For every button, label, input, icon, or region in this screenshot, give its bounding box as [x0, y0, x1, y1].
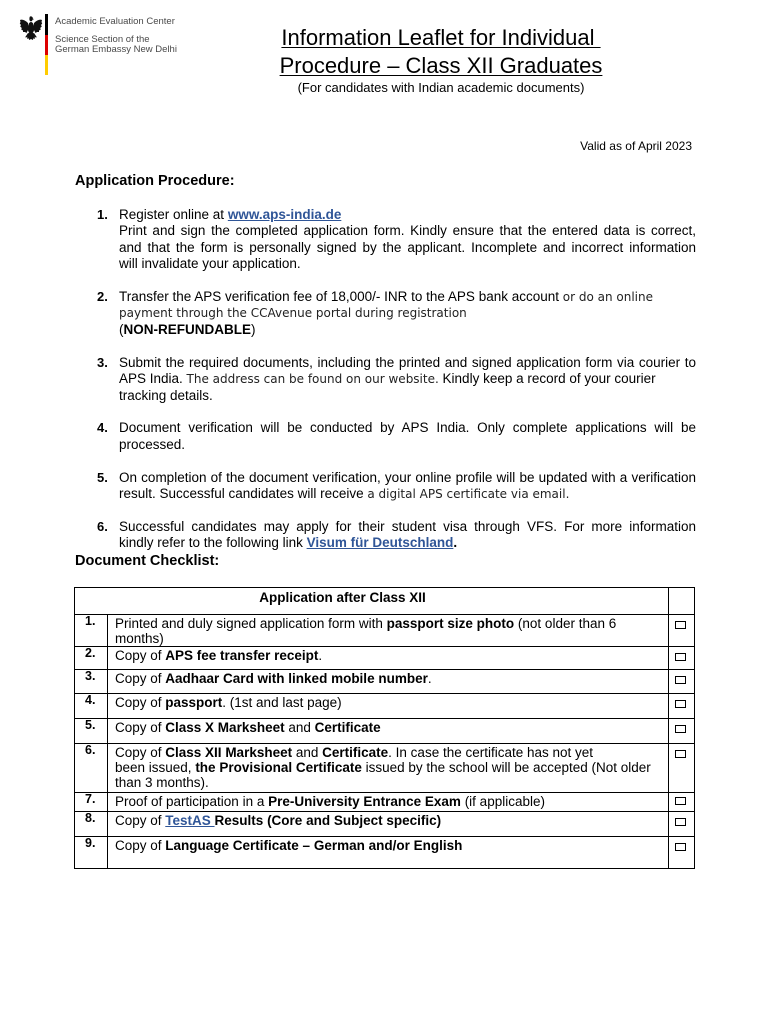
- row-text-segment: Proof of participation in a: [115, 794, 269, 809]
- row-text-segment: and: [292, 745, 323, 760]
- aps-website-link[interactable]: www.aps-india.de: [227, 207, 342, 222]
- step-line: processed.: [119, 436, 186, 452]
- row-text: [108, 812, 669, 837]
- row-number: 3.: [75, 670, 108, 694]
- step-text: Transfer the APS verification fee of 18,000/- INR to the APS bank account: [119, 289, 563, 305]
- row-text-segment: . (1st and last page): [222, 695, 342, 710]
- row-number: 1.: [75, 615, 108, 647]
- row-text-bold: passport size photo: [386, 616, 515, 631]
- row-text-segment: (if applicable): [460, 794, 545, 809]
- checkbox-icon: [675, 676, 686, 684]
- checkbox-cell: [669, 615, 695, 647]
- checkbox-cell: [669, 694, 695, 719]
- row-text-bold: Pre-University Entrance Exam: [268, 794, 461, 809]
- step-body: [119, 420, 696, 453]
- row-text-segment: Copy of: [115, 720, 166, 735]
- checkbox-icon: [675, 725, 686, 733]
- row-text-segment: been issued,: [115, 760, 196, 775]
- row-text-segment: Copy of: [115, 813, 166, 828]
- row-text: [108, 793, 669, 812]
- row-number: 7.: [75, 793, 108, 812]
- row-text-segment: Copy of: [115, 838, 166, 853]
- row-text-bold: Results (Core and Subject specific): [214, 813, 442, 828]
- step-text: ): [251, 321, 256, 337]
- org-embassy: German Embassy New Delhi: [55, 44, 177, 55]
- row-text-bold: Certificate: [322, 745, 389, 760]
- row-text-segment: and: [284, 720, 315, 735]
- step-4: [0, 420, 768, 453]
- step-line: [119, 371, 696, 387]
- row-text-segment: issued by the school will be accepted (Not older: [361, 760, 651, 775]
- step-body: [119, 470, 696, 503]
- table-row: [75, 670, 695, 694]
- row-text: [108, 719, 669, 744]
- flag-stripe-black: [45, 14, 48, 35]
- row-line: [115, 760, 668, 775]
- step-line: payment through the CCAvenue portal during registration: [119, 306, 467, 321]
- row-text-segment: Copy of: [115, 745, 166, 760]
- row-text: [108, 670, 669, 694]
- document-subtitle: (For candidates with Indian academic documents): [297, 80, 585, 95]
- row-text-bold: Class X Marksheet: [165, 720, 285, 735]
- row-text: [108, 837, 669, 869]
- checkbox-cell: [669, 837, 695, 869]
- step-number: 6.: [97, 518, 108, 534]
- step-number: 2.: [97, 289, 108, 305]
- step-line: will invalidate your application.: [119, 256, 301, 272]
- step-5: [0, 470, 768, 503]
- row-text: [108, 615, 669, 647]
- step-line: [119, 322, 696, 338]
- step-text: APS India.: [119, 371, 187, 387]
- checkbox-cell: [669, 793, 695, 812]
- row-text-segment: .: [318, 648, 323, 663]
- checkbox-icon: [675, 797, 686, 805]
- title-text: Procedure – Class XII Graduates: [279, 53, 603, 78]
- step-text: Kindly keep a record of your courier: [438, 371, 656, 387]
- step-line: and that the form is personally signed by the applicant. Incomplete and incorrect information: [119, 239, 696, 255]
- checkbox-cell: [669, 812, 695, 837]
- checkbox-cell: [669, 647, 695, 670]
- step-3: [0, 355, 768, 404]
- step-line: On completion of the document verification, your online profile will be updated with a verification: [119, 469, 696, 485]
- step-line: [119, 535, 696, 551]
- valid-date: Valid as of April 2023: [580, 139, 692, 153]
- checkbox-cell: [669, 670, 695, 694]
- step-line: [119, 289, 696, 305]
- step-line: Print and sign the completed application form. Kindly ensure that the entered data is correct,: [119, 223, 696, 239]
- step-body: [119, 355, 696, 404]
- row-number: 8.: [75, 812, 108, 837]
- step-number: 4.: [97, 420, 108, 436]
- federal-eagle-icon: [19, 15, 43, 45]
- checkbox-cell: [669, 744, 695, 793]
- flag-stripe-red: [45, 35, 48, 55]
- step-text: result. Successful candidates will receive: [119, 486, 368, 502]
- step-text: or do an online: [562, 290, 653, 305]
- org-section: Science Section of the: [55, 34, 150, 45]
- testas-link[interactable]: TestAS: [165, 813, 215, 828]
- table-header-row: [75, 588, 695, 615]
- step-text: (: [119, 321, 124, 337]
- table-row: [75, 694, 695, 719]
- org-name: Academic Evaluation Center: [55, 16, 175, 27]
- row-text-bold: APS fee transfer receipt: [165, 648, 319, 663]
- row-number: 2.: [75, 647, 108, 670]
- step-text: The address can be found on our website.: [186, 372, 439, 387]
- checkbox-icon: [675, 700, 686, 708]
- flag-stripe-gold: [45, 55, 48, 75]
- table-row: [75, 647, 695, 670]
- row-number: 6.: [75, 744, 108, 793]
- step-number: 5.: [97, 469, 108, 485]
- row-line: [115, 745, 668, 760]
- step-text: a digital APS certificate via email.: [367, 487, 570, 502]
- checkbox-icon: [675, 818, 686, 826]
- checklist-heading: Document Checklist:: [75, 553, 220, 569]
- row-text-bold: Language Certificate – German and/or English: [165, 838, 463, 853]
- checkbox-icon: [675, 750, 686, 758]
- row-text: [108, 694, 669, 719]
- row-text-segment: Copy of: [115, 695, 166, 710]
- row-line: months): [115, 631, 164, 646]
- step-line: Submit the required documents, including the printed and signed application form via courier to: [119, 354, 696, 370]
- row-line: [115, 616, 668, 631]
- row-text-segment: (not older than 6: [514, 616, 617, 631]
- row-text-bold: Aadhaar Card with linked mobile number: [165, 671, 428, 686]
- row-text-segment: . In case the certificate has not yet: [388, 745, 594, 760]
- row-text-segment: Printed and duly signed application form with: [115, 616, 387, 631]
- row-text: [108, 744, 669, 793]
- table-row: [75, 793, 695, 812]
- row-text-segment: Copy of: [115, 671, 166, 686]
- step-number: 1.: [97, 207, 108, 222]
- step-line: Successful candidates may apply for their student visa through VFS. For more information: [119, 518, 696, 534]
- procedure-steps: [0, 207, 768, 568]
- step-body: [119, 289, 696, 338]
- step-6: [0, 519, 768, 552]
- step-line: [119, 486, 696, 502]
- row-text-segment: Copy of: [115, 648, 166, 663]
- document-checklist-table: [74, 587, 695, 869]
- row-text: [108, 647, 669, 670]
- step-line: [119, 207, 696, 223]
- visa-info-link[interactable]: Visum für Deutschland: [306, 535, 454, 551]
- table-row: [75, 837, 695, 869]
- step-text: kindly refer to the following link: [119, 535, 307, 551]
- procedure-heading: Application Procedure:: [75, 173, 235, 189]
- row-number: 9.: [75, 837, 108, 869]
- row-text-bold: the Provisional Certificate: [195, 760, 362, 775]
- row-number: 5.: [75, 719, 108, 744]
- title-text: Information Leaflet for Individual: [281, 25, 601, 50]
- step-line: Document verification will be conducted by APS India. Only complete applications will be: [119, 420, 696, 436]
- step-body: [119, 519, 696, 552]
- row-number: 4.: [75, 694, 108, 719]
- row-text-segment: .: [427, 671, 432, 686]
- row-text-bold: Class XII Marksheet: [165, 745, 293, 760]
- table-row: [75, 744, 695, 793]
- table-row: [75, 719, 695, 744]
- title-line-1: [191, 24, 691, 52]
- document-title: [191, 24, 691, 96]
- step-body: [119, 207, 696, 273]
- checkbox-icon: [675, 621, 686, 629]
- title-line-2: [191, 52, 691, 80]
- row-text-bold: Certificate: [314, 720, 381, 735]
- step-line: tracking details.: [119, 387, 213, 403]
- table-row: [75, 615, 695, 647]
- step-text: Register online at: [119, 207, 228, 222]
- checkbox-icon: [675, 843, 686, 851]
- checkbox-icon: [675, 653, 686, 661]
- step-1: [0, 207, 768, 273]
- row-line: than 3 months).: [115, 775, 209, 790]
- table-row: [75, 812, 695, 837]
- checkbox-header-cell: [669, 588, 695, 615]
- step-2: [0, 289, 768, 338]
- row-text-bold: passport: [165, 695, 223, 710]
- checkbox-cell: [669, 719, 695, 744]
- table-header: Application after Class XII: [75, 588, 669, 615]
- step-text: .: [453, 535, 458, 551]
- step-number: 3.: [97, 354, 108, 370]
- non-refundable-label: NON-REFUNDABLE: [123, 321, 251, 337]
